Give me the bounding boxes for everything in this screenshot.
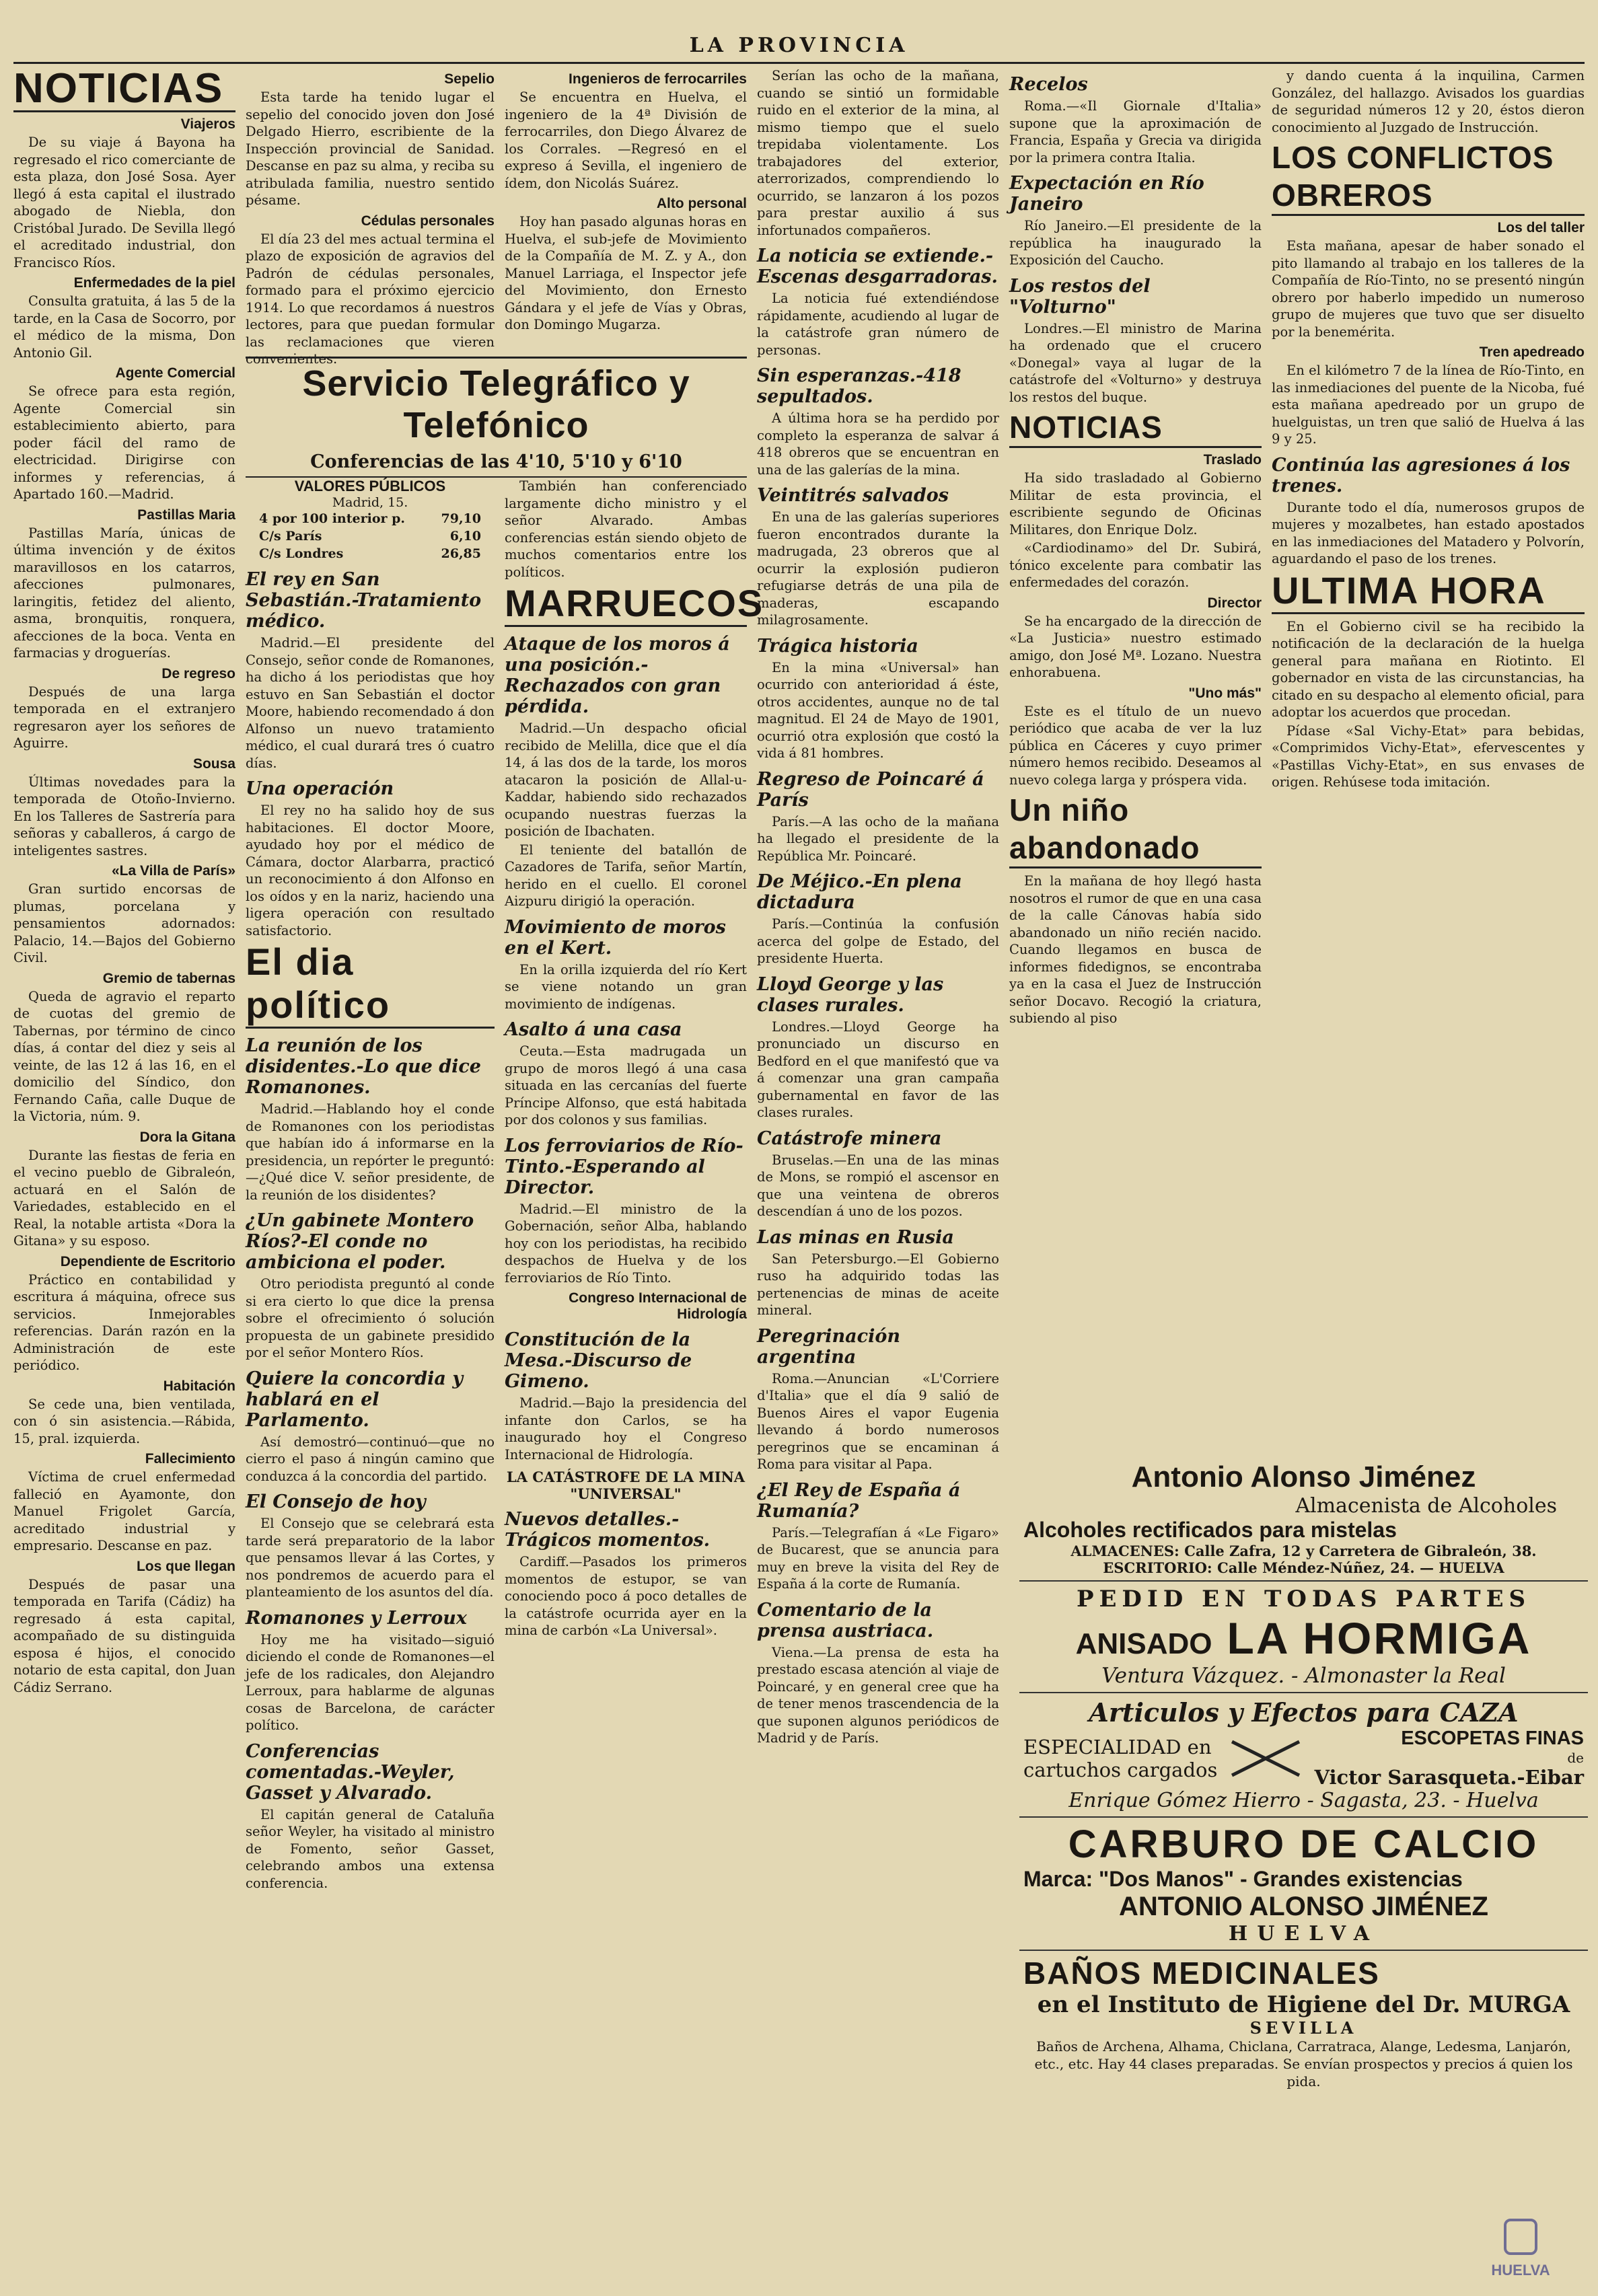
article-body: Así demostró—continuó—que no cierro el paso á ningún camino que conduzca á la concordia del partido. bbox=[246, 1434, 495, 1484]
article-body: y dando cuenta á la inquilina, Carmen González, del hallazgo. Avisados los guardias de seguridad números 12 y 20, éstos dieron conocimiento al Juzgado de Instrucción. bbox=[1272, 68, 1585, 135]
section-heading: LA CATÁSTROFE DE LA MINA "UNIVERSAL" bbox=[506, 1469, 746, 1502]
ad-alcoholes-line: Alcoholes rectificados para mistelas bbox=[1023, 1518, 1397, 1542]
article-body: Durante todo el día, numerosos grupos de mujeres y mozalbetes, han estado apostados en las inmediaciones del Matadero y Polvorín, aguardando el paso de los trenes. bbox=[1272, 499, 1585, 566]
item-body: Pastillas María, únicas de última invención y de éxitos maravillosos en los catarros, afecciones pulmonares, laringitis, fetidez del aliento, asma, bronquitis, ronquera, afecciones de la boca. Venta en farmacias y droguerías. bbox=[13, 525, 235, 661]
article-body: Esta mañana, apesar de haber sonado el pito llamando al trabajo en los talleres de la Compañía de Río-Tinto, no se presentó ningún obrero por haberlo impedido un numeroso grupo de mujeres que tuvo que ser disuelto por la benemérita. bbox=[1272, 238, 1585, 340]
item-heading: Sepelio bbox=[444, 71, 495, 87]
section-title: LOS CONFLICTOS OBREROS bbox=[1272, 139, 1585, 216]
item-heading: Dora la Gitana bbox=[139, 1129, 235, 1145]
article-headline: Expectación en Río Janeiro bbox=[1009, 173, 1204, 215]
column-1 bbox=[13, 67, 235, 1697]
article-headline: Las minas en Rusia bbox=[757, 1226, 954, 1248]
ad-banos-text: Baños de Archena, Alhama, Chiclana, Carratraca, Alange, Ledesma, Lanjarón, etc., etc. Hay 44 clases preparadas. Se envían prospectos y precios á quien los pida. bbox=[1034, 2038, 1573, 2089]
article-body: París.—Continúa la confusión acerca del golpe de Estado, del presidente Huerta. bbox=[757, 916, 999, 966]
article-headline: Catástrofe minera bbox=[757, 1127, 942, 1149]
item-heading: Habitación bbox=[163, 1378, 235, 1394]
item-heading: "Uno más" bbox=[1188, 685, 1262, 701]
article-headline: Nuevos detalles.-Trágicos momentos. bbox=[505, 1509, 711, 1551]
ad-alcoholes-sub: Almacenista de Alcoholes bbox=[1295, 1494, 1557, 1518]
ad-caza-de: de bbox=[1567, 1750, 1584, 1766]
article-headline: Continúa las agresiones á los trenes. bbox=[1272, 454, 1570, 496]
article-headline: Trágica historia bbox=[757, 635, 918, 657]
item-heading: Pastillas Maria bbox=[137, 507, 235, 523]
library-stamp bbox=[1463, 2217, 1578, 2279]
item-body: Consulta gratuita, á las 5 de la tarde, en la Casa de Socorro, por el médico de la misma, Don Antonio Gil. bbox=[13, 293, 235, 361]
section-title: MARRUECOS bbox=[505, 582, 747, 627]
article-body: En el Gobierno civil se ha recibido la notificación de la declaración de la huelga general para mañana en Riotinto. El gobernador en vista de las circunstancias, ha citado en su despacho al elemento oficial, para adoptar los acuerdos que procedan. bbox=[1272, 618, 1585, 720]
telegraph-subtitle: Conferencias de las 4'10, 5'10 y 6'10 bbox=[310, 451, 682, 472]
column-4 bbox=[757, 67, 999, 2294]
article-body: Madrid.—El ministro de la Gobernación, señor Alba, hablando hoy con los periodistas, ha recibido despachos de Huelva y de los ferroviarios de Río Tinto. bbox=[505, 1201, 747, 1286]
item-body: Se ofrece para esta región, Agente Comercial sin establecimiento abierto, para poder fácil del ramo de electricidad. Dirigirse con informes y referencias, á Apartado 160.—Madrid. bbox=[13, 383, 235, 502]
article-body: París.—A las ocho de la mañana ha llegado el presidente de la República Mr. Poincaré. bbox=[757, 813, 999, 864]
article-body: Río Janeiro.—El presidente de la república ha inaugurado la Exposición del Caucho. bbox=[1009, 218, 1262, 268]
item-heading: Gremio de tabernas bbox=[102, 970, 235, 986]
market-box bbox=[246, 478, 495, 562]
section-title: NOTICIAS bbox=[1009, 408, 1262, 448]
ad-banos bbox=[1019, 1951, 1588, 2094]
market-row bbox=[246, 527, 495, 545]
article-body: San Petersburgo.—El Gobierno ruso ha adquirido todas las pertenencias de minas de aceite mineral. bbox=[757, 1251, 999, 1318]
ad-carburo-sub: Marca: "Dos Manos" - Grandes existencias bbox=[1023, 1867, 1463, 1891]
article-body: El Consejo que se celebrará esta tarde será preparatorio de la labor que pensamos llevar á las Cortes, y nos pondremos de acuerdo para el planteamiento de los asuntos del día. bbox=[246, 1516, 495, 1600]
article-headline: Conferencias comentadas.-Weyler, Gasset y Alvarado. bbox=[246, 1740, 455, 1804]
section-title: ULTIMA HORA bbox=[1272, 569, 1585, 614]
ad-hormiga-brand: LA HORMIGA bbox=[1227, 1613, 1532, 1663]
market-value: 79,10 bbox=[441, 511, 481, 526]
column-3-top bbox=[505, 67, 747, 357]
article-body: Cardiff.—Pasados los primeros momentos de estupor, se van conociendo poco á poco detalles de la catástrofe ocurrida ayer en la mina de carbón «La Universal». bbox=[505, 1554, 747, 1638]
article-body: Hoy han pasado algunas horas en Huelva, el sub-jefe de Movimiento de la Compañía de M. Z. y A., don Manuel Larriaga, el Inspector jefe del Movimiento, don Ernesto Gándara y el jefe de Vías y Obras, don Domingo Mugarza. bbox=[505, 214, 747, 332]
article-headline: El Consejo de hoy bbox=[246, 1491, 426, 1512]
article-body: Roma.—Anuncian «L'Corriere d'Italia» que el día 9 salió de Buenos Aires el vapor Eugenia llevando á bordo numerosos peregrinos que se encaminan á Roma para visitar al Papa. bbox=[757, 1370, 999, 1472]
item-heading: Enfermedades de la piel bbox=[73, 275, 235, 291]
article-body: El día 23 del mes actual termina el plazo de exposición de agravios del Padrón de cédulas personales, formado para el próximo ejercicio 1914. Lo que recordamos á nuestros lectores, para que puedan formular las reclamaciones que vieren convenientes. bbox=[246, 231, 495, 367]
item-heading: Cédulas personales bbox=[361, 213, 495, 229]
header-rule bbox=[13, 62, 1585, 64]
article-body: En una de las galerías superiores fueron encontrados durante la madrugada, 23 obreros que al ocurrir la explosión pudieron refugiarse detrás de una pila de maderas, escapando milagrosamente. bbox=[757, 509, 999, 628]
article-body: Londres.—El ministro de Marina ha ordenado que el crucero «Donegal» vaya al lugar de la catástrofe del «Volturno» y destruya los restos del buque. bbox=[1009, 320, 1262, 405]
telegraph-title: Servicio Telegráfico y Telefónico bbox=[302, 363, 690, 445]
article-headline: Romanones y Lerroux bbox=[246, 1607, 467, 1629]
article-body: En el kilómetro 7 de la línea de Río-Tinto, en las inmediaciones del puente de la Nicoba, fué esta mañana apedreado por un grupo de huelguistas, un tren que salió de Huelva á las 9 y 25. bbox=[1272, 363, 1585, 447]
item-heading: Congreso Internacional de Hidrología bbox=[569, 1290, 747, 1322]
column-5 bbox=[1009, 67, 1262, 1386]
article-body: El rey no ha salido hoy de sus habitaciones. El doctor Moore, ayudado hoy por el médico de Cámara, doctor Alarbarra, practicó un reconocimiento á don Alfonso en los oídos y en la nariz, haciendo una ligera operación con resultado satisfactorio. bbox=[246, 803, 495, 938]
article-headline: Peregrinación argentina bbox=[757, 1325, 900, 1368]
article-headline: Asalto á una casa bbox=[505, 1019, 682, 1040]
item-heading: Dependiente de Escritorio bbox=[60, 1253, 235, 1269]
article-body: En la mina «Universal» han ocurrido con anterioridad á éste, otros accidentes, aunque no de tal magnitud. El 24 de Mayo de 1901, ocurrió otra explosión que costó la vida á 81 hombres. bbox=[757, 659, 999, 761]
article-body: Bruselas.—En una de las minas de Mons, se rompió el ascensor en que una veintena de obreros descendían á uno de los pozos. bbox=[757, 1152, 999, 1219]
article-body: Este es el título de un nuevo periódico que acaba de ver la luz pública en Cáceres y cuyo primer número hemos recibido. Deseamos al nuevo colega larga y próspera vida. bbox=[1009, 703, 1262, 788]
article-headline: Ataque de los moros á una posición.-Rechazados con gran pérdida. bbox=[505, 634, 730, 717]
section-title: Un niño abandonado bbox=[1009, 791, 1262, 868]
ad-alcoholes-name: Antonio Alonso Jiménez bbox=[1131, 1460, 1476, 1493]
article-headline: Veintitrés salvados bbox=[757, 485, 949, 506]
article-body: Serían las ocho de la mañana, cuando se sintió un formidable ruido en el exterior de la mina, al mismo tiempo que el suelo trepidaba violentamente. Los trabajadores del exterior, aterrorizados, comprendiendo lo ocurrido, se lanzaron á los pozos para prestar auxilio á sus infortunados compañeros. bbox=[757, 68, 999, 238]
article-body: El capitán general de Cataluña señor Weyler, ha visitado al ministro de Fomento, señor Gasset, celebrando ambos una extensa conferencia. bbox=[246, 1806, 495, 1891]
item-heading: Ingenieros de ferrocarriles bbox=[569, 71, 747, 87]
market-date: Madrid, 15. bbox=[332, 495, 408, 510]
item-body: Se cede una, bien ventilada, con ó sin asistencia.—Rábida, 15, pral. izquierda. bbox=[13, 1396, 235, 1446]
article-body: También han conferenciado largamente dicho ministro y el señor Alvarado. Ambas conferencias están siendo objeto de muchos comentarios entre los políticos. bbox=[505, 478, 747, 580]
article-body: Viena.—La prensa de esta ha prestado escasa atención al viaje de Poincaré, y en general cree que ha de tener menos trascendencia de la que suponen algunos periódicos de Madrid y de París. bbox=[757, 1644, 999, 1746]
article-headline: Quiere la concordia y hablará en el Parlamento. bbox=[246, 1368, 464, 1431]
article-headline: ¿Un gabinete Montero Ríos?-El conde no ambiciona el poder. bbox=[246, 1210, 474, 1273]
ad-banos-title: BAÑOS MEDICINALES bbox=[1023, 1956, 1380, 1991]
article-headline: De Méjico.-En plena dictadura bbox=[757, 871, 962, 913]
ad-banos-sub: en el Instituto de Higiene del Dr. MURGA bbox=[1037, 1991, 1570, 2018]
item-heading: Tren apedreado bbox=[1479, 344, 1585, 360]
item-body: Después de una larga temporada en el extranjero regresaron ayer los señores de Aguirre. bbox=[13, 683, 235, 751]
article-headline: Regreso de Poincaré á París bbox=[757, 768, 984, 811]
item-heading: Alto personal bbox=[656, 196, 747, 211]
item-heading: Los que llegan bbox=[136, 1558, 235, 1574]
article-body: Madrid.—Un despacho oficial recibido de Melilla, dice que el día 14, á las dos de la tarde, los moros atacaron la posición de Allal-u-Kaddar, habiendo sido rechazados ocupando nuestras fuerzas la posición de Ibachaten. bbox=[505, 720, 747, 839]
article-body: A última hora se ha perdido por completo la esperanza de salvar á 418 obreros que se encuentran en una de las galerías de la mina. bbox=[757, 410, 999, 478]
article-headline: Movimiento de moros en el Kert. bbox=[505, 916, 726, 959]
market-row bbox=[246, 510, 495, 527]
article-body: «Cardiodinamo» del Dr. Subirá, tónico excelente para combatir las enfermedades del corazón. bbox=[1009, 540, 1262, 590]
article-body: París.—Telegrafían á «Le Figaro» de Bucarest, que se anuncia para muy en breve la visita del Rey de España á la corte de Rumanía. bbox=[757, 1524, 999, 1592]
ad-hormiga bbox=[1019, 1582, 1588, 1693]
article-headline: La reunión de los disidentes.-Lo que dice Romanones. bbox=[246, 1035, 481, 1098]
article-body: Ha sido trasladado al Gobierno Militar de esta provincia, el escribiente segundo de Oficinas Militares, don Enrique Dolz. bbox=[1009, 470, 1262, 538]
ad-alcoholes-almacenes: ALMACENES: Calle Zafra, 12 y Carretera de Gibraleón, 38. bbox=[1070, 1543, 1537, 1559]
market-value: 26,85 bbox=[441, 546, 481, 561]
item-body: Práctico en contabilidad y escritura á máquina, ofrece sus servicios. Inmejorables referencias. Darán razón en la Administración de este periódico. bbox=[13, 1271, 235, 1373]
ad-caza-victor: Victor Sarasqueta.-Eibar bbox=[1314, 1766, 1584, 1789]
ad-caza-especialidad: ESPECIALIDAD en bbox=[1023, 1735, 1212, 1758]
item-heading: Los del taller bbox=[1497, 220, 1585, 235]
article-body: En la mañana de hoy llegó hasta nosotros el rumor de que en una casa de la calle Cánovas había sido abandonado un niño recién nacido. Cuando llegamos en busca de informes fidedignos, se encontraba ya en la casa el Juez de Instrucción señor Docavo. Recogió la criatura, subiendo al piso bbox=[1009, 873, 1262, 1026]
market-label: C/s Londres bbox=[259, 546, 344, 561]
article-body: Se ha encargado de la dirección de «La Justicia» nuestro estimado amigo, don José Mª. Lozano. Nuestra enhorabuena. bbox=[1009, 613, 1262, 680]
article-body: Madrid.—Hablando hoy el conde de Romanones con los periodistas que habían ido á informarse en la presidencia, un repórter le preguntó: —¿Qué dice V. señor presidente, de la reunión de los disidentes? bbox=[246, 1101, 495, 1203]
article-body: Ceuta.—Esta madrugada un grupo de moros llegó á una casa situada en las cercanías del fuerte Príncipe Alfonso, que está habitada por dos colonos y sus familias. bbox=[505, 1043, 747, 1127]
article-headline: Sin esperanzas.-418 sepultados. bbox=[757, 365, 961, 407]
article-headline: Recelos bbox=[1009, 74, 1088, 95]
market-label: C/s París bbox=[259, 529, 322, 544]
article-body: En la orilla izquierda del río Kert se viene notando un gran movimiento de indígenas. bbox=[505, 961, 747, 1012]
stamp-text: HUELVA bbox=[1491, 2262, 1550, 2279]
ad-carburo-city: HUELVA bbox=[1228, 1922, 1379, 1946]
article-headline: Los ferroviarios de Río-Tinto.-Esperando al Director. bbox=[505, 1135, 743, 1198]
ad-carburo-name: ANTONIO ALONSO JIMÉNEZ bbox=[1119, 1892, 1488, 1921]
article-body: Madrid.—El presidente del Consejo, señor conde de Romanones, ha dicho á los periodistas que hoy estuvo en San Sebastián el doctor Moore, habiendo recomendado á don Alfonso un nuevo tratamiento médico, el cual durará tres ó cuatro días. bbox=[246, 635, 495, 771]
ad-alcoholes bbox=[1019, 1456, 1588, 1582]
market-value: 6,10 bbox=[449, 529, 481, 544]
article-headline: Lloyd George y las clases rurales. bbox=[757, 973, 944, 1016]
telegraph-banner bbox=[246, 357, 747, 478]
column-2-top bbox=[246, 67, 495, 367]
item-heading: De regreso bbox=[161, 665, 235, 681]
item-heading: Agente Comercial bbox=[115, 365, 235, 381]
column-2 bbox=[246, 478, 495, 2294]
ad-carburo bbox=[1019, 1818, 1588, 1951]
item-heading: «La Villa de París» bbox=[111, 863, 235, 879]
column-title: NOTICIAS bbox=[13, 67, 235, 112]
item-body: Víctima de cruel enfermedad falleció en Ayamonte, don Manuel Frigolet García, acreditado industrial y empresario. Descanse en paz. bbox=[13, 1469, 235, 1553]
article-body: La noticia fué extendiéndose rápidamente, acudiendo al lugar de la catástrofe gran número de personas. bbox=[757, 291, 999, 358]
article-headline: Comentario de la prensa austriaca. bbox=[757, 1599, 934, 1641]
ad-caza-title: Articulos y Efectos para CAZA bbox=[1089, 1697, 1519, 1728]
item-body: Gran surtido encorsas de plumas, porcelana y pensamientos adornados: Palacio, 14.—Bajos del Gobierno Civil. bbox=[13, 881, 235, 965]
advertisements bbox=[1019, 1456, 1588, 2094]
market-row bbox=[246, 545, 495, 562]
article-body: Otro periodista preguntó al conde si era cierto lo que dice la prensa sobre el ofrecimiento ó solución propuesta de un gabinete presidido por el señor Montero Ríos. bbox=[246, 1276, 495, 1360]
item-heading: Traslado bbox=[1203, 452, 1262, 468]
column-3 bbox=[505, 478, 764, 2294]
masthead: LA PROVINCIA bbox=[689, 34, 909, 57]
article-headline: El rey en San Sebastián.-Tratamiento médico. bbox=[246, 569, 482, 632]
ad-banos-city: SEVILLA bbox=[1249, 2018, 1358, 2038]
ad-caza-cartuchos: cartuchos cargados bbox=[1023, 1758, 1218, 1781]
item-heading: Sousa bbox=[192, 755, 235, 772]
market-heading: VALORES PÚBLICOS bbox=[294, 478, 446, 494]
item-heading: Director bbox=[1207, 595, 1262, 611]
article-headline: ¿El Rey de España á Rumanía? bbox=[757, 1479, 961, 1522]
market-label: 4 por 100 interior p. bbox=[259, 511, 406, 526]
article-headline: La noticia se extiende.-Escenas desgarradoras. bbox=[757, 246, 998, 287]
article-body: Se encuentra en Huelva, el ingeniero de la 4ª División de ferrocarriles, don Diego Álvarez de los Corrales. —Regresó en el expreso á Sevilla, el ingeniero de ídem, don Nicolás Suárez. bbox=[505, 89, 747, 191]
ad-alcoholes-escritorio: ESCRITORIO: Calle Méndez-Núñez, 24. — HUELVA bbox=[1103, 1559, 1504, 1576]
ad-hormiga-anisado: ANISADO bbox=[1075, 1627, 1212, 1660]
item-body: Después de pasar una temporada en Tarifa (Cádiz) ha regresado á esta capital, acompañado de su distinguida esposa é hijos, el conocido notario de esta capital, don Juan Cádiz Serrano. bbox=[13, 1576, 235, 1695]
section-title: El dia político bbox=[246, 940, 495, 1029]
item-heading: Viajeros bbox=[180, 116, 235, 132]
article-headline: Una operación bbox=[246, 778, 394, 799]
article-body: Esta tarde ha tenido lugar el sepelio del conocido joven don José Delgado Hierro, escribiente de la Inspección provincial de Sanidad. Descanse en paz su alma, y reciba su atribulada familia, nuestro sentido pésame. bbox=[246, 89, 495, 208]
article-body: Madrid.—Bajo la presidencia del infante don Carlos, se ha inaugurado hoy el Congreso Internacional de Hidrología. bbox=[505, 1395, 747, 1462]
ad-caza-direccion: Enrique Gómez Hierro - Sagasta, 23. - Huelva bbox=[1068, 1789, 1539, 1812]
ad-hormiga-line: Ventura Vázquez. - Almonaster la Real bbox=[1101, 1664, 1506, 1688]
ad-hormiga-top: PEDID EN TODAS PARTES bbox=[1076, 1586, 1531, 1613]
article-headline: Constitución de la Mesa.-Discurso de Gimeno. bbox=[505, 1329, 692, 1392]
item-body: Durante las fiestas de feria en el vecino pueblo de Gibraleón, actuará en el Salón de Variedades, establecido en el Real, la notable artista «Dora la Gitana» y su esposo. bbox=[13, 1147, 235, 1249]
article-headline: Los restos del "Volturno" bbox=[1009, 275, 1151, 318]
ad-caza-escopetas: ESCOPETAS FINAS bbox=[1401, 1728, 1584, 1749]
article-body: Pídase «Sal Vichy-Etat» para bebidas, «Comprimidos Vichy-Etat», efervescentes y «Pastillas Vichy-Etat», en sus envases de origen. Rehúsese toda imitación. bbox=[1272, 723, 1585, 790]
ad-caza bbox=[1019, 1693, 1588, 1818]
item-body: De su viaje á Bayona ha regresado el rico comerciante de esta plaza, don José Sosa. Ayer llegó á esta capital el ilustrado abogado de Niebla, don Cristóbal Jurado. De Sevilla llegó el acreditado industrial, don Francisco Ríos. bbox=[13, 135, 235, 270]
item-heading: Fallecimiento bbox=[145, 1451, 235, 1467]
article-body: El teniente del batallón de Cazadores de Tarifa, señor Martín, herido en el cuello. El coronel Aizpuru dirigió la operación. bbox=[505, 842, 747, 909]
item-body: Últimas novedades para la temporada de Otoño-Invierno. En los Talleres de Sastrería para señoras y caballeros, á cargo de inteligentes sastres. bbox=[13, 774, 235, 858]
ad-carburo-title: CARBURO DE CALCIO bbox=[1068, 1822, 1539, 1866]
shield-logo-icon bbox=[1497, 2217, 1544, 2258]
crossed-shotguns-icon bbox=[1225, 1735, 1306, 1782]
item-body: Queda de agravio el reparto de cuotas del gremio de Tabernas, por término de cinco días, á contar del diez y seis al veinte, de las 12 á las 16, en el domicilio del Síndico, don Fernando Caña, calle Duque de la Victoria, núm. 9. bbox=[13, 988, 235, 1124]
article-body: Roma.—«Il Giornale d'Italia» supone que la aproximación de Francia, España y Grecia va dirigida por la primera contra Italia. bbox=[1009, 98, 1262, 165]
article-body: Hoy me ha visitado—siguió diciendo el conde de Romanones—el jefe de los radicales, don Alejandro Lerroux, para hablarme de algunas cosas de Barcelona, de carácter político. bbox=[246, 1631, 495, 1733]
column-6 bbox=[1272, 67, 1585, 1386]
article-body: Londres.—Lloyd George ha pronunciado un discurso en Bedford en el que manifestó que va á comenzar una gran campaña gubernamental en favor de las clases rurales. bbox=[757, 1019, 999, 1120]
market-rows bbox=[246, 510, 495, 562]
